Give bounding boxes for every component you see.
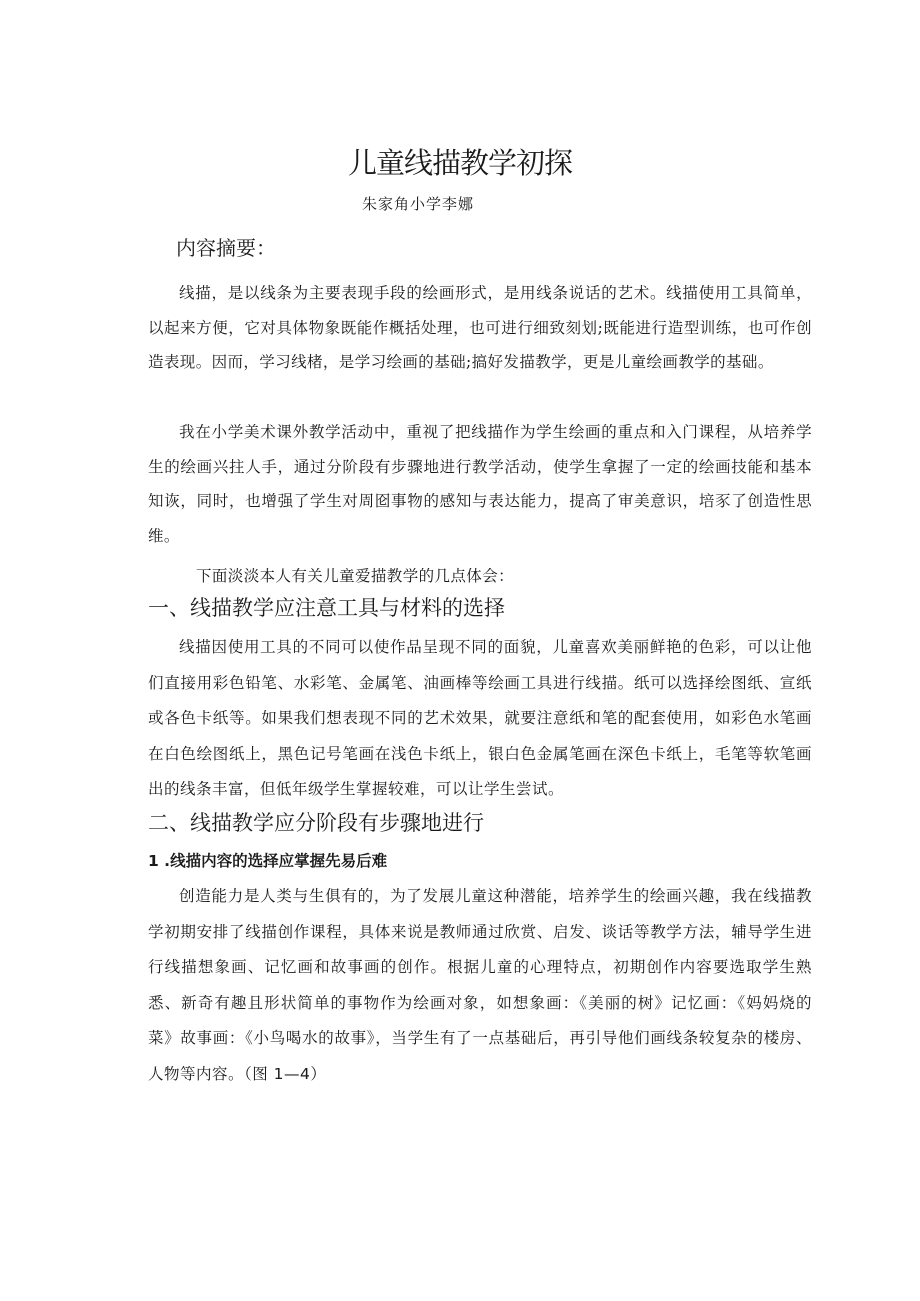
section-1-paragraph: 线描因使用工具的不同可以使作品呈现不同的面貌，儿童喜欢美丽鲜艳的色彩，可以让他们直接用彩色铅笔、水彩笔、金属笔、油画棒等绘画工具进行线描。纸可以选择绘图纸、宣纸或各色卡纸等。如果我们想表现不同的艺术效果，就要注意纸和笔的配套使用，如彩色水笔画在白色绘图纸上，黑色记号笔画在浅色卡纸上，银白色金属笔画在深色卡纸上，毛笔等软笔画出的线条丰富，但低年级学生掌握较难，可以让学生尝试。 — [148, 638, 812, 798]
abstract-label: 内容摘要： — [176, 236, 276, 260]
section-2-subheading: 1 .线描内容的选择应掌握先易后难 — [148, 852, 388, 870]
section-1-heading: 一、线描教学应注意工具与材料的选择 — [148, 596, 505, 620]
abstract-paragraph-2: 我在小学美术课外教学活动中，重视了把线描作为学生绘画的重点和入门课程，从培养学生的绘画兴拄人手，通过分阶段有步骤地进行教学活动，使学生拿握了一定的绘画技能和基本知诙，同时，也增强了学生对周囵事物的感知与表达能力，提高了审美意识，培豕了创造性思维。 — [148, 423, 812, 545]
intro-line: 下面淡淡本人有关儿童爱描教学的几点体会： — [196, 567, 515, 585]
section-2-heading: 二、线描教学应分阶段有步骤地进行 — [148, 811, 484, 835]
section-2-paragraph: 创造能力是人类与生俱有的，为了发展儿童这种潜能，培养学生的绘画兴趣，我在线描教学初期安排了线描创作课程，具体来说是教师通过欣赏、启发、谈话等教学方法，辅导学生进行线描想象画、记忆画和故事画的创作。根据儿童的心理特点，初期创作内容要选取学生熟悉、新奇有趣且形状简单的事物作为绘画对象，如想象画：《美丽的树》记忆画：《妈妈烧的菜》故事画：《小鸟喝水的故事》，当学生有了一点基础后，再引导他们画线条较复杂的楼房、人物等内容。（图 1—4） — [148, 887, 812, 1083]
author-line: 朱家角小学李娜 — [362, 195, 475, 213]
abstract-paragraph-1: 线描，是以线条为主要表现手段的绘画形式，是用线条说话的艺术。线描使用工具简单，以起来方便，它对具体物象既能作概括处理，也可进行细致刻划;既能进行造型训练，也可作创造表现。因而，学习线楮，是学习绘画的基础;搞好发描教学，更是儿童绘画教学的基础。 — [148, 284, 812, 371]
document-title: 儿童线描教学初探 — [347, 146, 572, 180]
